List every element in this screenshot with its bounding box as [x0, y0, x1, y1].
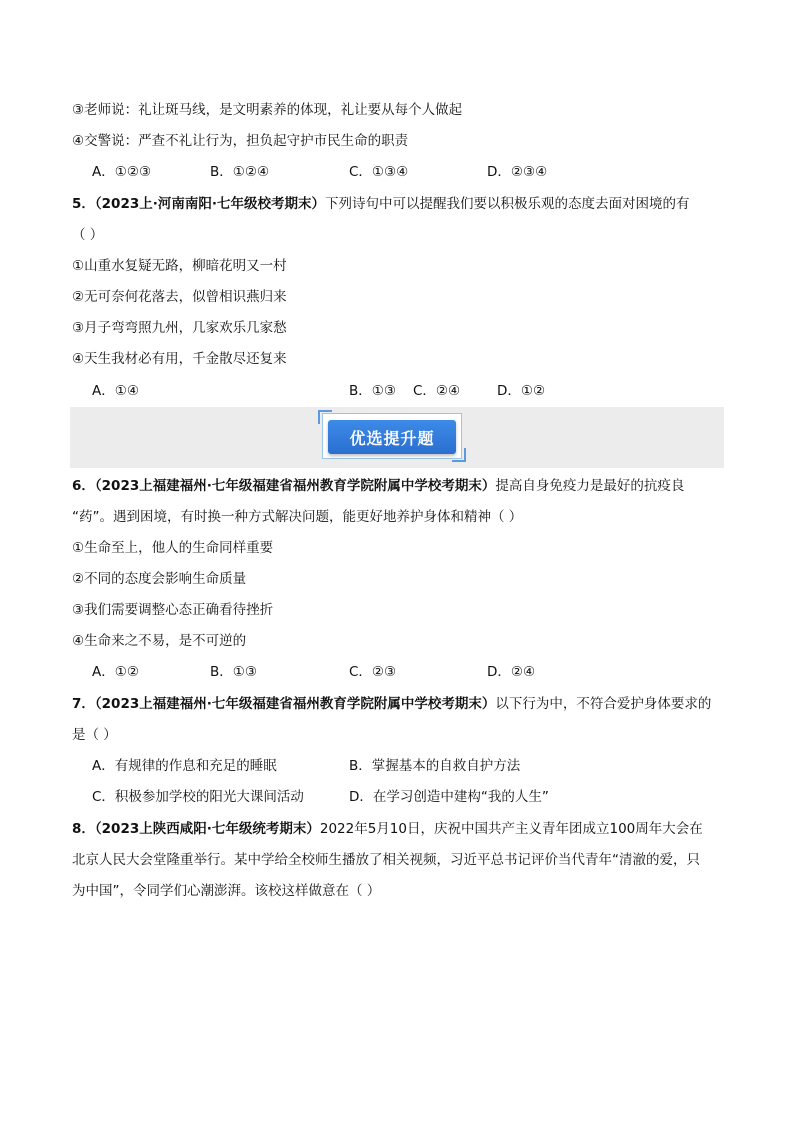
q6-option-d[interactable]: D．②④ — [487, 664, 536, 680]
q7-option-a[interactable]: A．有规律的作息和充足的睡眠 — [92, 758, 277, 774]
q4-item-4: ④交警说：严查不礼让行为，担负起守护市民生命的职责 — [72, 133, 409, 149]
q7-option-d[interactable]: D．在学习创造中建构“我的人生” — [349, 789, 549, 805]
q4-option-b[interactable]: B．①②④ — [210, 164, 270, 180]
q8-stem-line-2: 北京人民大会堂隆重举行。某中学给全校师生播放了相关视频，习近平总书记评价当代青年“清澈的爱，只 — [72, 852, 700, 868]
q5-option-c[interactable]: C．②④ — [413, 383, 461, 399]
q6-stem-text: 提高自身免疫力是最好的抗疫良 — [495, 478, 685, 494]
q4-option-a[interactable]: A．①②③ — [92, 164, 152, 180]
q6-source: （2023上福建福州·七年级福建省福州教育学院附属中学校考期末） — [94, 478, 496, 494]
q6-stem-line-2: “药”。遇到困境，有时换一种方式解决问题，能更好地养护身体和精神（ ） — [72, 509, 523, 525]
section-title: 优选提升题 — [328, 420, 456, 454]
q6-option-b[interactable]: B．①③ — [210, 664, 257, 680]
q7-stem-line-2: 是（ ） — [72, 727, 117, 743]
q7-number: 7． — [72, 696, 95, 712]
q5-item-2: ②无可奈何花落去，似曾相识燕归来 — [72, 289, 287, 305]
q7-stem-text: 以下行为中，不符合爱护身体要求的 — [495, 696, 712, 712]
q8-stem — [72, 819, 726, 839]
q7-option-c[interactable]: C．积极参加学校的阳光大课间活动 — [92, 789, 304, 805]
q5-answer-blank: （ ） — [72, 227, 104, 243]
section-badge — [318, 410, 466, 462]
q6-item-4: ④生命来之不易，是不可逆的 — [72, 633, 247, 649]
q8-source: （2023上陕西咸阳·七年级统考期末） — [94, 821, 320, 837]
q4-option-d[interactable]: D．②③④ — [487, 164, 548, 180]
q6-item-2: ②不同的态度会影响生命质量 — [72, 571, 247, 587]
q6-stem — [72, 476, 726, 496]
q6-option-c[interactable]: C．②③ — [349, 664, 397, 680]
q4-item-3: ③老师说：礼让斑马线，是文明素养的体现，礼让要从每个人做起 — [72, 102, 463, 118]
q5-stem — [72, 194, 726, 214]
q5-item-3: ③月子弯弯照九州，几家欢乐几家愁 — [72, 320, 287, 336]
q5-stem-text: 下列诗句中可以提醒我们要以积极乐观的态度去面对困境的有 — [325, 196, 690, 212]
q7-option-b[interactable]: B．掌握基本的自救自护方法 — [349, 758, 521, 774]
q5-option-b[interactable]: B．①③ — [349, 383, 396, 399]
q6-item-3: ③我们需要调整心态正确看待挫折 — [72, 602, 274, 618]
q8-number: 8． — [72, 821, 95, 837]
q5-item-4: ④天生我材必有用，千金散尽还复来 — [72, 351, 287, 367]
q8-stem-text: 2022年5月10日，庆祝中国共产主义青年团成立100周年大会在 — [319, 821, 703, 837]
q6-number: 6． — [72, 478, 95, 494]
q5-item-1: ①山重水复疑无路，柳暗花明又一村 — [72, 258, 287, 274]
q5-option-d[interactable]: D．①② — [497, 383, 546, 399]
q5-number: 5． — [72, 196, 95, 212]
q7-stem — [72, 694, 726, 714]
q4-option-c[interactable]: C．①③④ — [349, 164, 409, 180]
q7-source: （2023上福建福州·七年级福建省福州教育学院附属中学校考期末） — [94, 696, 496, 712]
q8-stem-line-3: 为中国”，令同学们心潮澎湃。该校这样做意在（ ） — [72, 883, 381, 899]
q6-option-a[interactable]: A．①② — [92, 664, 139, 680]
q5-option-a[interactable]: A．①④ — [92, 383, 139, 399]
q6-item-1: ①生命至上，他人的生命同样重要 — [72, 540, 274, 556]
q5-source: （2023上·河南南阳·七年级校考期末） — [94, 196, 325, 212]
